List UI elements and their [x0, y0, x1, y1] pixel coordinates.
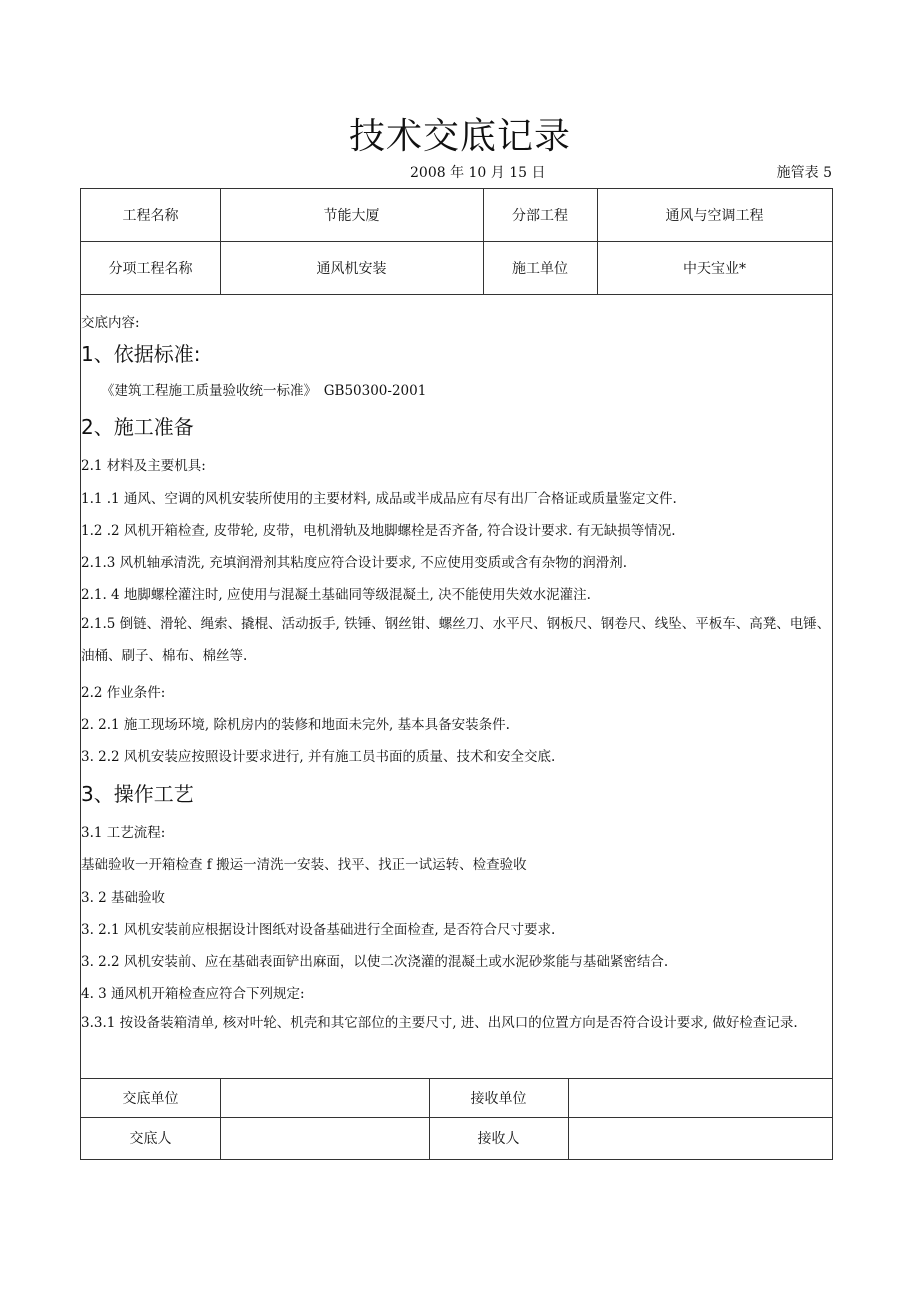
- content-line: 2.1.3 风机轴承清洗, 充填润滑剂其粘度应符合设计要求, 不应使用变质或含有杂物的润滑剂.: [81, 555, 628, 571]
- section-1-title: 1、依据标准:: [81, 342, 201, 366]
- project-name-label: 工程名称: [122, 208, 179, 224]
- content-line: 1.1 .1 通风、空调的风机安装所使用的主要材料, 成品或半成品应有尽有出厂合格证或质量鉴定文件.: [81, 491, 677, 507]
- content-intro: 交底内容:: [81, 315, 140, 331]
- content-line: 2.2 作业条件:: [81, 685, 166, 701]
- section-3-title: 3、操作工艺: [81, 782, 194, 806]
- division-label: 分部工程: [512, 208, 568, 224]
- receiver-person-label: 接收人: [477, 1131, 520, 1147]
- content-line: 3. 2 基础验收: [81, 890, 166, 906]
- content-line: 3. 2.2 风机安装应按照设计要求进行, 并有施工员书面的质量、技术和安全交底.: [81, 749, 556, 765]
- content-line: 基础验收一开箱检查 f 搬运一清洗一安装、找平、找正一试运转、检查验收: [81, 857, 527, 873]
- subitem-value: 通风机安装: [316, 260, 387, 277]
- content-line: 2.1. 4 地脚螺栓灌注时, 应使用与混凝土基础同等级混凝土, 决不能使用失效水泥灌注.: [81, 587, 591, 603]
- content-line: 2.1 材料及主要机具:: [81, 458, 206, 474]
- receiver-person-value: [568, 1117, 832, 1159]
- document-date: 2008 年 10 月 15 日: [410, 165, 546, 181]
- content-line: 2.1.5 倒链、滑轮、绳索、撬棍、活动扳手, 铁锤、钢丝钳、螺丝刀、水平尺、钢板尺、钢卷尺、线坠、平板车、高凳、电锤、油桶、刷子、棉布、棉丝等.: [81, 616, 831, 664]
- division-value: 通风与空调工程: [665, 208, 764, 224]
- content-line: 3. 2.2 风机安装前、应在基础表面铲出麻面，以使二次浇灌的混凝土或水泥砂浆能与基础紧密结合.: [81, 954, 669, 970]
- receiver-unit-label: 接收单位: [470, 1090, 527, 1107]
- contractor-label: 施工单位: [512, 260, 568, 277]
- form-number: 施管表 5: [776, 165, 832, 181]
- subitem-label: 分项工程名称: [108, 260, 193, 277]
- project-name-value: 节能大厦: [323, 208, 380, 224]
- receiver-unit-value: [568, 1078, 832, 1117]
- standard-line: 《建筑工程施工质量验收统一标准》 GB50300-2001: [101, 383, 427, 399]
- issuer-person-value: [220, 1117, 429, 1159]
- content-line: 1.2 .2 风机开箱检查, 皮带轮, 皮带，电机滑轨及地脚螺栓是否齐备, 符合设计要求. 有无缺损等情况.: [81, 523, 676, 539]
- issuer-unit-label: 交底单位: [122, 1090, 179, 1107]
- issuer-person-label: 交底人: [129, 1131, 172, 1147]
- document-title: 技术交底记录: [348, 116, 571, 157]
- briefing-content: [81, 295, 832, 1031]
- content-line: 4. 3 通风机开箱检查应符合下列规定:: [81, 986, 305, 1002]
- content-line: 3. 2.1 风机安装前应根据设计图纸对设备基础进行全面检查, 是否符合尺寸要求.: [81, 922, 556, 938]
- content-line: 3.1 工艺流程:: [81, 825, 166, 841]
- content-line: 2. 2.1 施工现场环境, 除机房内的装修和地面未完外, 基本具备安装条件.: [81, 717, 510, 733]
- record-table: [80, 188, 833, 1160]
- section-2-title: 2、施工准备: [81, 415, 194, 439]
- contractor-value: 中天宝业*: [683, 260, 746, 277]
- content-line: 3.3.1 按设备装箱清单, 核对叶轮、机壳和其它部位的主要尺寸, 进、出风口的位置方向是否符合设计要求, 做好检查记录.: [81, 1015, 798, 1031]
- issuer-unit-value: [220, 1078, 429, 1117]
